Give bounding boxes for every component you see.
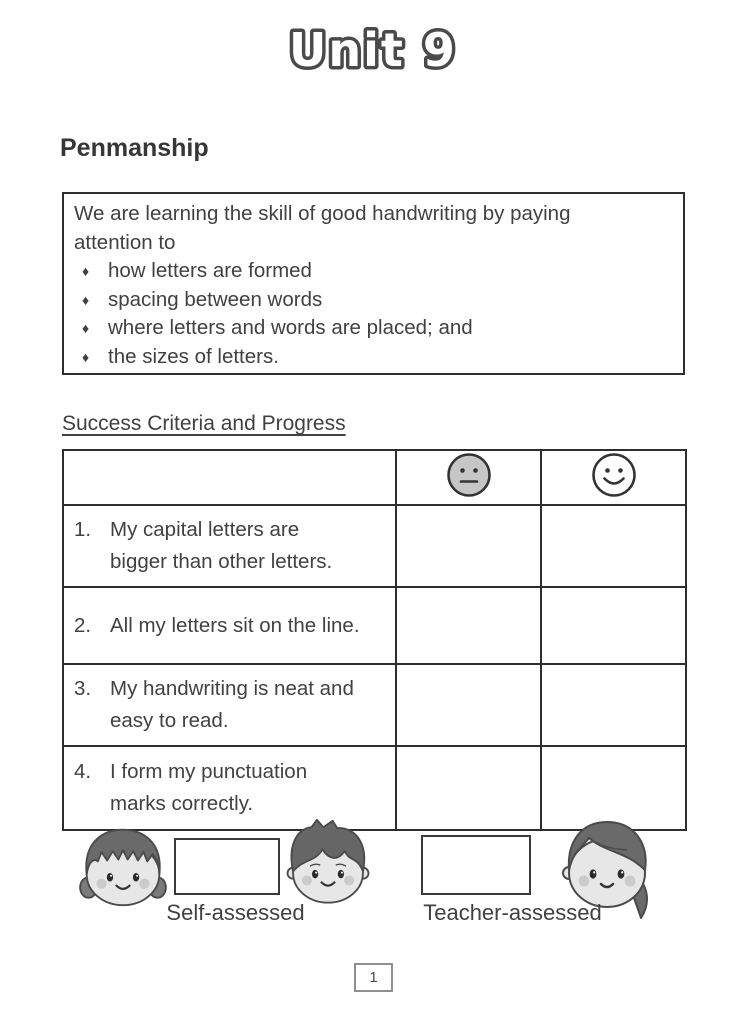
criteria-line: I form my punctuation xyxy=(110,760,308,783)
diamond-bullet-icon: ♦ xyxy=(82,320,90,336)
learning-bullet-item xyxy=(74,286,671,315)
svg-text:Unit 9: Unit 9 xyxy=(289,23,457,77)
row-number: 1. xyxy=(74,518,92,541)
criteria-cell xyxy=(63,587,396,664)
bullet-text: where letters and words are placed; and xyxy=(108,316,473,339)
learning-objectives-box xyxy=(62,192,685,375)
neutral-mark-cell xyxy=(396,664,541,746)
success-criteria-heading: Success Criteria and Progress xyxy=(62,412,346,435)
learning-intro-line2: attention to xyxy=(74,230,176,254)
diamond-bullet-icon: ♦ xyxy=(82,291,90,308)
learning-bullet-item xyxy=(74,257,671,286)
row-number: 2. xyxy=(74,613,92,637)
table-row xyxy=(63,587,686,664)
progress-table xyxy=(62,449,687,831)
row-number: 3. xyxy=(74,677,92,700)
table-row xyxy=(63,505,686,587)
learning-bullet-item xyxy=(74,314,671,343)
criteria-text xyxy=(110,514,391,578)
row-number: 4. xyxy=(74,760,92,783)
page-number: 1 xyxy=(369,969,378,986)
criteria-line: easy to read. xyxy=(110,709,229,732)
happy-mark-cell xyxy=(541,587,686,664)
criteria-line: All my letters sit on the line. xyxy=(110,613,360,637)
neutral-face-header-cell xyxy=(396,450,541,505)
table-row xyxy=(63,664,686,746)
unit-title xyxy=(0,18,746,87)
learning-bullet-item xyxy=(74,343,671,372)
table-header-row xyxy=(63,450,686,505)
happy-face-icon xyxy=(590,451,638,499)
happy-mark-cell xyxy=(541,664,686,746)
happy-mark-cell xyxy=(541,505,686,587)
learning-intro-line1: We are learning the skill of good handwriting by paying xyxy=(74,202,571,225)
diamond-bullet-icon: ♦ xyxy=(82,348,90,365)
diamond-bullet-icon: ♦ xyxy=(82,263,90,279)
neutral-face-icon xyxy=(445,451,493,499)
criteria-line: bigger than other letters. xyxy=(110,550,333,573)
criteria-cell xyxy=(63,505,396,587)
teacher-assessed-box xyxy=(421,835,531,895)
criteria-header-cell xyxy=(63,450,396,505)
bullet-text: how letters are formed xyxy=(108,259,312,282)
criteria-text xyxy=(110,756,391,820)
page-number-badge xyxy=(354,963,393,992)
bullet-text: the sizes of letters. xyxy=(108,344,279,368)
boy-face-icon xyxy=(282,818,374,910)
criteria-line: My handwriting is neat and xyxy=(110,677,354,700)
criteria-text xyxy=(110,610,391,642)
teacher-assessed-label: Teacher-assessed xyxy=(423,900,602,925)
bullet-text: spacing between words xyxy=(108,287,323,311)
criteria-cell xyxy=(63,664,396,746)
unit-title-bubble-text xyxy=(223,18,523,82)
criteria-line: marks correctly. xyxy=(110,792,254,815)
happy-face-header-cell xyxy=(541,450,686,505)
neutral-mark-cell xyxy=(396,505,541,587)
neutral-mark-cell xyxy=(396,746,541,830)
criteria-text xyxy=(110,673,391,737)
self-assessed-label: Self-assessed xyxy=(166,900,305,925)
page-title: Penmanship xyxy=(60,134,209,162)
girl-face-icon xyxy=(76,826,170,908)
criteria-line: My capital letters are xyxy=(110,518,300,541)
self-assessed-box xyxy=(174,838,280,895)
neutral-mark-cell xyxy=(396,587,541,664)
